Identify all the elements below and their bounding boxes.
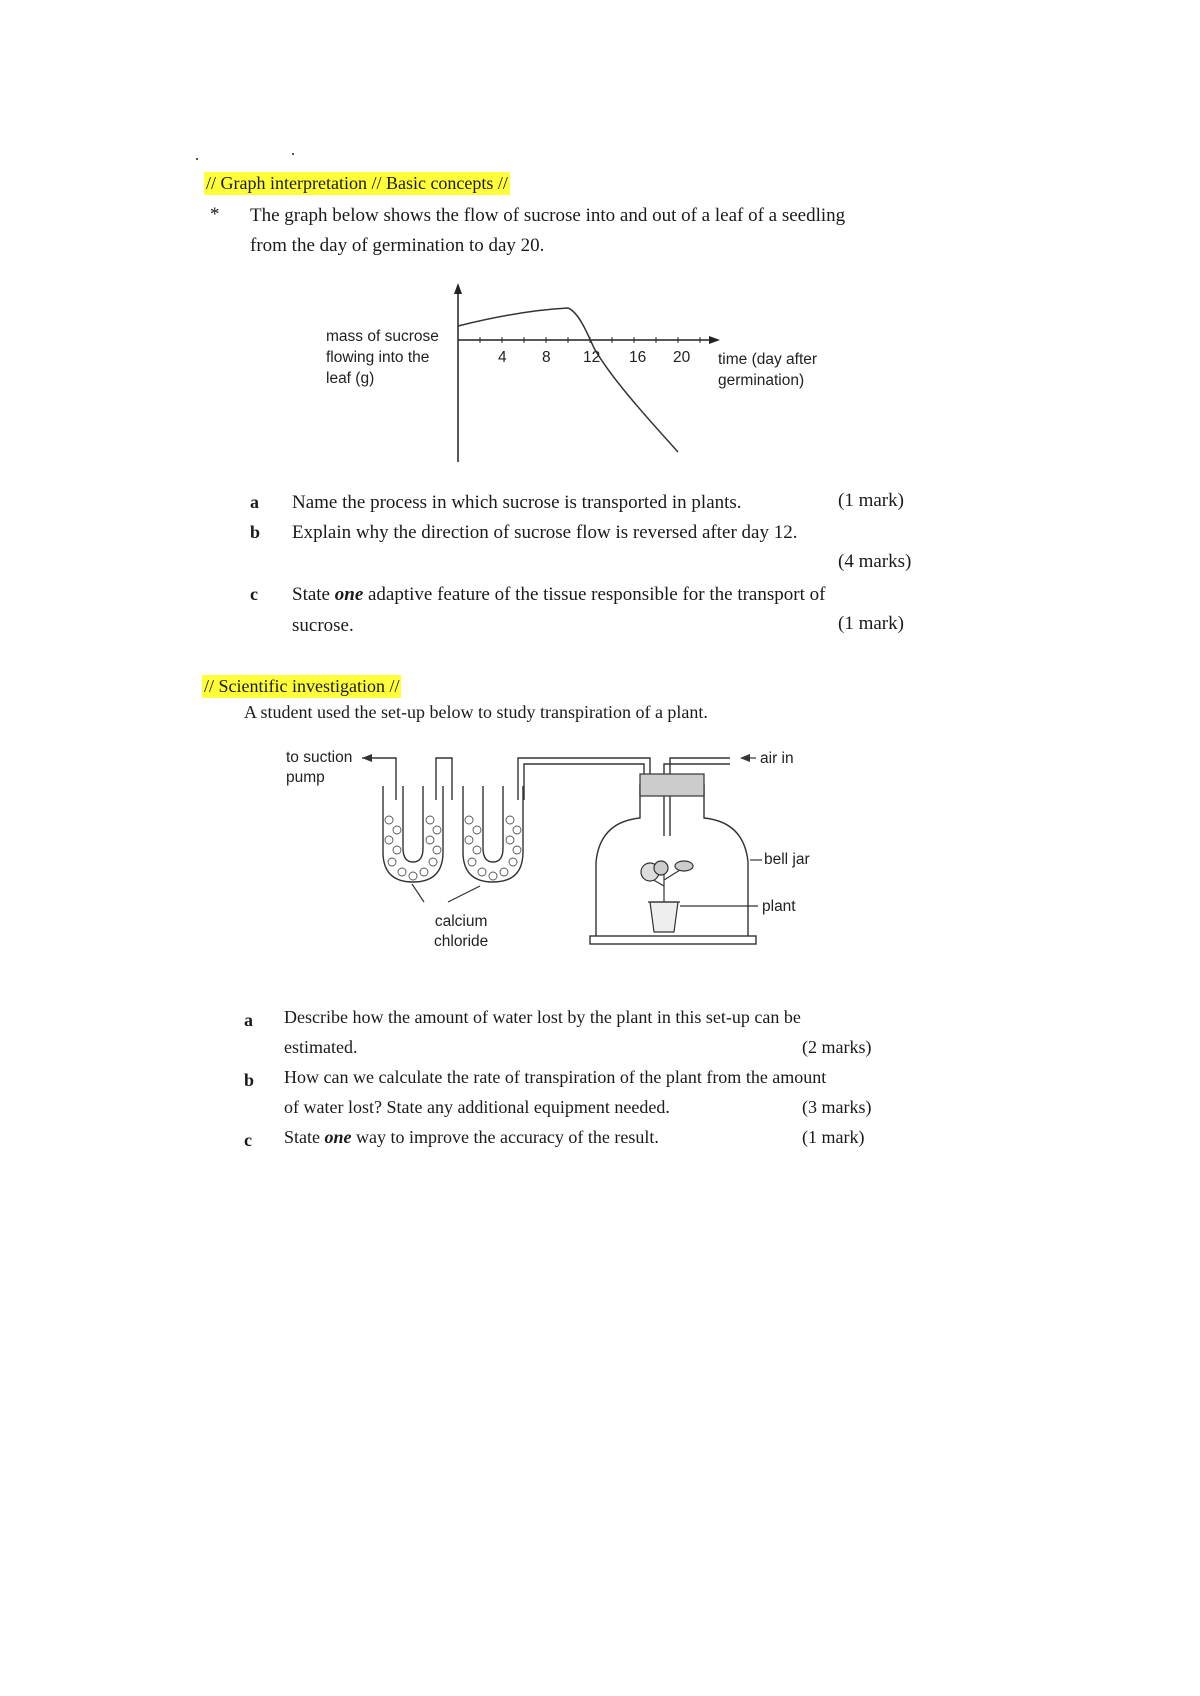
air-in-tube <box>670 758 730 836</box>
question-a-marks: (1 mark) <box>838 490 904 511</box>
air-in-label: air in <box>760 750 794 767</box>
air-in-arrowhead <box>740 754 750 762</box>
investigation-intro: A student used the set-up below to study transpiration of a plant. <box>244 702 708 722</box>
question-2a-line-2: estimated. <box>284 1037 358 1057</box>
tick-label-4: 4 <box>498 349 507 366</box>
question-c-text-line-2: sucrose. <box>292 615 354 636</box>
question-c-emphasis: one <box>334 584 364 605</box>
intro-text-line-1: The graph below shows the flow of sucrose into and out of a leaf of a seedling <box>250 205 846 226</box>
suction-label-line-2: pump <box>286 769 325 786</box>
question-2a-marks: (2 marks) <box>802 1037 872 1057</box>
calcium-chloride-granules <box>385 816 521 880</box>
bell-jar-label: bell jar <box>764 851 810 868</box>
y-label-line-3: leaf (g) <box>326 370 375 387</box>
u-tube-1-inner <box>403 786 423 862</box>
suction-pump-label <box>286 748 352 788</box>
suction-arrowhead <box>362 754 372 762</box>
plant-label: plant <box>762 898 796 915</box>
y-label-line-1: mass of sucrose <box>326 328 439 345</box>
x-label-line-1: time (day after <box>718 351 818 368</box>
question-b-marks: (4 marks) <box>838 551 912 572</box>
tick-label-16: 16 <box>629 349 647 366</box>
question-2c-pre: State <box>284 1127 325 1147</box>
question-c-post: adaptive feature of the tissue responsible for the transport of <box>363 584 826 605</box>
question-2b-line-2: of water lost? State any additional equipment needed. <box>284 1097 670 1117</box>
question-2c-emphasis: one <box>324 1127 352 1147</box>
y-label-line-2: flowing into the <box>326 349 430 366</box>
intro-text-line-2: from the day of germination to day 20. <box>250 235 545 256</box>
question-2c-marks: (1 mark) <box>802 1127 865 1147</box>
calcium-label-line-2: chloride <box>434 933 489 950</box>
question-2c-text <box>284 1127 659 1148</box>
question-label-c: c <box>250 584 258 604</box>
tick-label-8: 8 <box>542 349 551 366</box>
bell-jar-base <box>590 936 756 944</box>
x-label-line-2: germination) <box>718 372 805 389</box>
rubber-stopper <box>640 774 704 796</box>
question-c-pre: State <box>292 584 335 605</box>
question-b-text: Explain why the direction of sucrose flow is reversed after day 12. <box>292 522 798 543</box>
bullet-marker: * <box>210 204 220 225</box>
question-label-b: b <box>244 1070 255 1090</box>
section-header-investigation: // Scientific investigation // <box>204 676 400 696</box>
suction-label-line-1: to suction <box>286 749 353 766</box>
tick-label-12: 12 <box>583 349 601 366</box>
section-header-graph: // Graph interpretation // Basic concepts // <box>206 173 508 193</box>
calcium-leader-1 <box>412 884 424 902</box>
question-label-b: b <box>250 522 261 542</box>
calcium-leader-2 <box>448 886 480 902</box>
u-tube-2-outer <box>463 786 523 882</box>
question-a-text: Name the process in which sucrose is transported in plants. <box>292 492 742 513</box>
question-2b-line-1: How can we calculate the rate of transpiration of the plant from the amount <box>284 1067 827 1087</box>
question-2a-line-1: Describe how the amount of water lost by the plant in this set-up can be <box>284 1007 801 1027</box>
question-label-c: c <box>244 1130 252 1150</box>
question-2b-marks: (3 marks) <box>802 1097 872 1117</box>
question-c-marks: (1 mark) <box>838 613 904 634</box>
calcium-label-line-1: calcium <box>434 913 488 930</box>
u-tube-2-inner <box>483 786 503 862</box>
potted-plant <box>641 861 693 932</box>
suction-tubing <box>374 758 396 800</box>
question-label-a: a <box>244 1010 253 1030</box>
tick-label-20: 20 <box>673 349 691 366</box>
question-2c-post: way to improve the accuracy of the result. <box>351 1127 659 1147</box>
u-tube-1-outer <box>383 786 443 882</box>
question-label-a: a <box>250 492 259 512</box>
calcium-chloride-label <box>434 912 488 952</box>
